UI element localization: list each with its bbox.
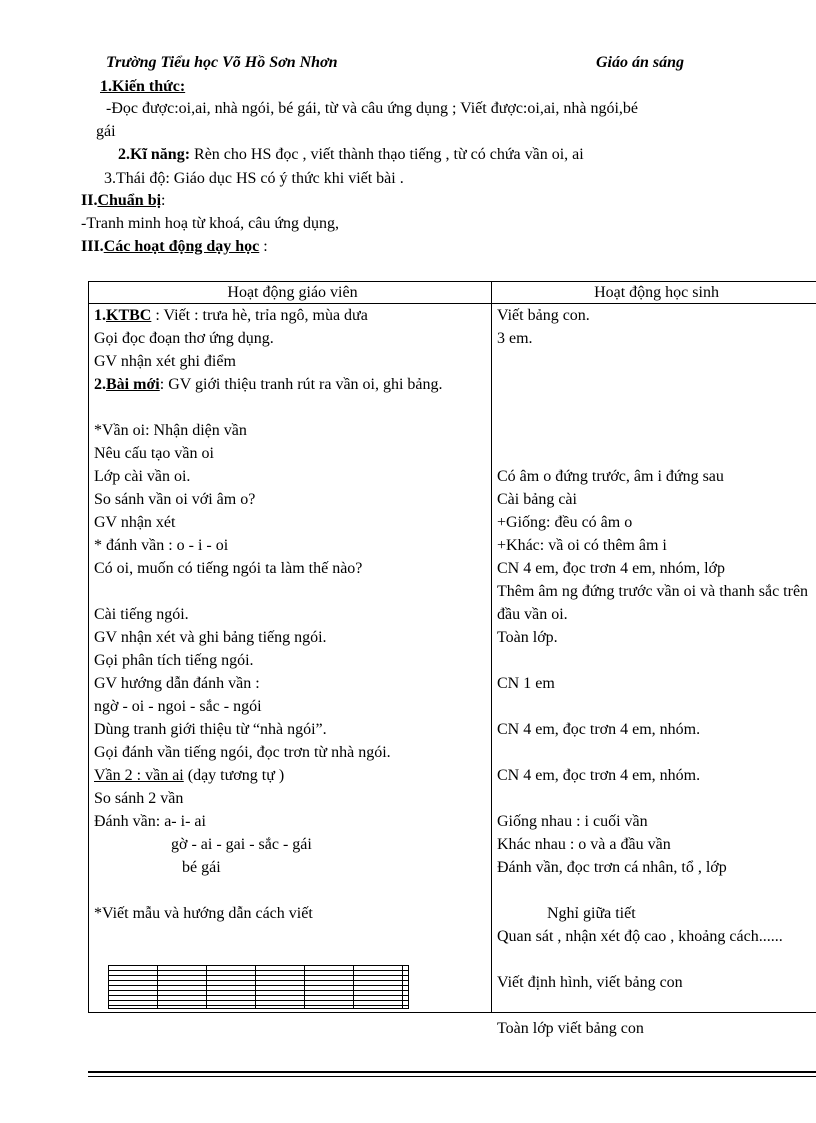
student-line: +Khác: vầ oi có thêm âm i xyxy=(497,537,667,554)
teacher-line: * đánh vần : o - i - oi xyxy=(94,537,229,554)
new-lesson-text: : GV giới thiệu tranh rút ra vần oi, ghi bảng. xyxy=(159,376,443,393)
skill-label: 2.Kĩ năng: xyxy=(118,146,191,163)
teacher-line: gờ - ai - gai - sắc - gái xyxy=(171,836,312,853)
attitude-line: 3.Thái độ: Giáo dục HS có ý thức khi viết bài . xyxy=(104,170,404,187)
student-activities-cell xyxy=(492,304,816,1037)
teacher-line: Đánh vần: a- i- ai xyxy=(94,813,206,830)
prep-line: -Tranh minh hoạ từ khoá, câu ứng dụng, xyxy=(81,215,340,232)
knowledge-title: 1.Kiến thức: xyxy=(100,78,186,95)
student-line: Khác nhau : o và a đầu vần xyxy=(497,836,671,853)
teacher-line: Gọi đánh vần tiếng ngói, đọc trơn từ nhà ngói. xyxy=(94,744,391,761)
skill-line xyxy=(118,146,584,164)
activities-colon: : xyxy=(259,238,268,255)
student-line: CN 4 em, đọc trơn 4 em, nhóm, lớp xyxy=(497,560,726,577)
new-lesson-num: 2. xyxy=(94,376,106,393)
student-line: Viết bảng con. xyxy=(497,307,590,324)
teacher-line: ngờ - oi - ngoi - sắc - ngói xyxy=(94,698,262,715)
teacher-line: Nêu cấu tạo vần oi xyxy=(94,445,214,462)
student-line: Viết định hình, viết bảng con xyxy=(497,974,683,991)
student-spacer xyxy=(497,649,816,672)
student-line: Toàn lớp viết bảng con xyxy=(497,1020,644,1037)
student-spacer xyxy=(497,350,816,465)
new-lesson-label: Bài mới xyxy=(106,376,160,393)
teacher-line xyxy=(94,373,491,419)
teacher-line-spacer xyxy=(94,879,491,902)
prep-colon: : xyxy=(161,192,166,209)
teacher-line: GV nhận xét xyxy=(94,514,176,531)
ktbc-label: KTBC xyxy=(106,307,152,324)
teacher-line: So sánh vần oi với âm o? xyxy=(94,491,256,508)
skill-text: Rèn cho HS đọc , viết thành thạo tiếng , từ có chứa vần oi, ai xyxy=(190,146,584,163)
teacher-line: Dùng tranh giới thiệu từ “nhà ngói”. xyxy=(94,721,327,738)
knowledge-line-1: -Đọc được:oi,ai, nhà ngói, bé gái, từ và câu ứng dụng ; Viết được:oi,ai, nhà ngói,bé xyxy=(106,100,639,117)
teacher-line: Có oi, muốn có tiếng ngói ta làm thế nào? xyxy=(94,560,363,577)
teacher-line: Lớp cài vần oi. xyxy=(94,468,191,485)
student-line: Cài bảng cài xyxy=(497,491,577,508)
activities-num: III. xyxy=(81,238,104,255)
teacher-line: bé gái xyxy=(182,859,221,876)
student-line: CN 1 em xyxy=(497,675,555,692)
lesson-table xyxy=(88,281,816,1037)
teacher-column-header: Hoạt động giáo viên xyxy=(89,282,492,304)
teacher-line: GV hướng dẫn đánh vần : xyxy=(94,675,260,692)
student-line: CN 4 em, đọc trơn 4 em, nhóm. xyxy=(497,721,701,738)
van2-text: (dạy tương tự ) xyxy=(183,767,285,784)
student-line: Đánh vần, đọc trơn cá nhân, tổ , lớp xyxy=(497,859,727,876)
student-spacer xyxy=(497,994,816,1017)
teacher-line: GV nhận xét ghi điểm xyxy=(94,353,236,370)
knowledge-line-2: gái xyxy=(96,123,116,140)
student-line: +Giống: đều có âm o xyxy=(497,514,633,531)
teacher-line: So sánh 2 vần xyxy=(94,790,184,807)
teacher-line: Gọi đọc đoạn thơ ứng dụng. xyxy=(94,330,274,347)
teacher-line xyxy=(94,304,491,327)
teacher-line: GV nhận xét và ghi bảng tiếng ngói. xyxy=(94,629,327,646)
student-line: Thêm âm ng đứng trước vần oi và thanh sắc trên đầu vần oi. xyxy=(497,583,809,623)
student-line: Có âm o đứng trước, âm i đứng sau xyxy=(497,468,724,485)
footer-rule-thin xyxy=(88,1076,816,1077)
activities-title: Các hoạt động dạy học xyxy=(103,238,260,255)
van2-label: Vần 2 : vần ai xyxy=(94,767,184,784)
student-line: 3 em. xyxy=(497,330,533,347)
ktbc-text: : Viết : trưa hè, trỉa ngô, mùa dưa xyxy=(151,307,368,324)
teacher-line xyxy=(94,764,491,787)
prep-heading xyxy=(81,192,166,210)
student-column-header: Hoạt động học sinh xyxy=(492,282,816,304)
footer-rule-thick xyxy=(88,1071,816,1073)
student-line: Nghỉ giữa tiết xyxy=(547,905,636,922)
student-spacer xyxy=(497,879,816,902)
student-line: Toàn lớp. xyxy=(497,629,558,646)
teacher-line: Cài tiếng ngói. xyxy=(94,606,189,623)
prep-title: Chuẩn bị xyxy=(97,192,162,209)
teacher-activities-cell xyxy=(89,304,492,1013)
teacher-line: Gọi phân tích tiếng ngói. xyxy=(94,652,254,669)
header-lesson-type: Giáo án sáng xyxy=(596,54,685,71)
student-spacer xyxy=(497,741,816,764)
student-spacer xyxy=(497,695,816,718)
student-line: Giống nhau : i cuối vần xyxy=(497,813,648,830)
teacher-line: *Viết mẫu và hướng dẫn cách viết xyxy=(94,905,313,922)
prep-num: II. xyxy=(81,192,98,209)
teacher-line: *Vần oi: Nhận diện vần xyxy=(94,422,247,439)
student-line: CN 4 em, đọc trơn 4 em, nhóm. xyxy=(497,767,701,784)
student-line: Quan sát , nhận xét độ cao , khoảng cách...... xyxy=(497,928,783,945)
writing-grid xyxy=(108,965,409,1009)
student-spacer xyxy=(497,787,816,810)
header-school: Trường Tiểu học Võ Hồ Sơn Nhơn xyxy=(106,54,338,71)
activities-heading xyxy=(81,238,268,256)
kt-num: 1. xyxy=(94,307,106,324)
